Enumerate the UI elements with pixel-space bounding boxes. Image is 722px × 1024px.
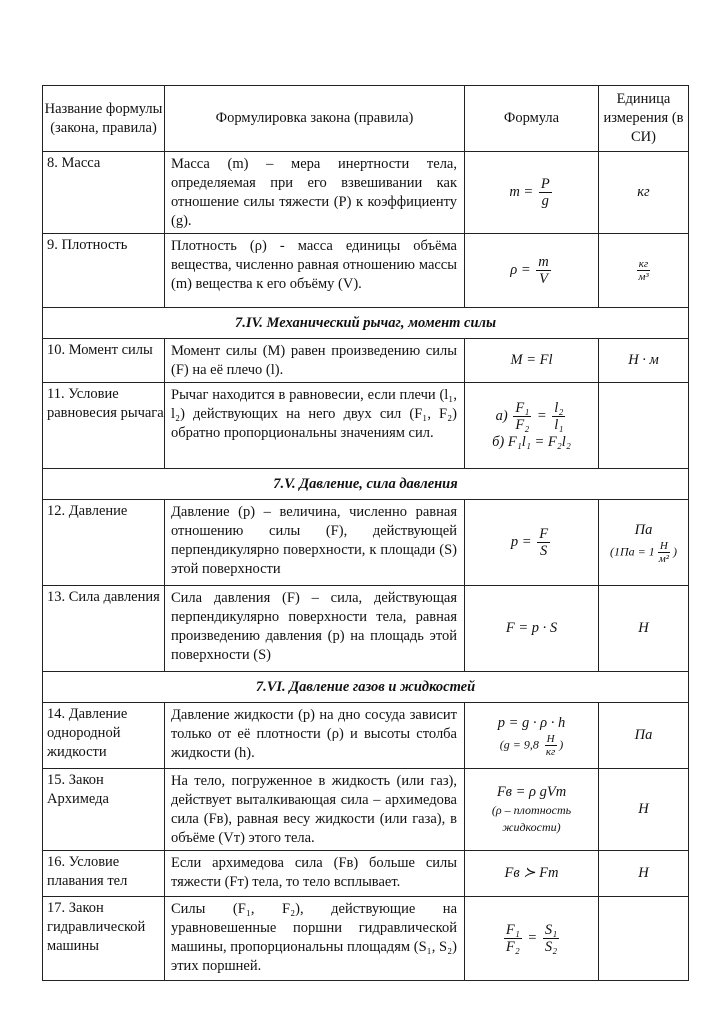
table-row (43, 152, 689, 234)
section-title: 7.VI. Давление газов и жидкостей (43, 672, 689, 703)
row-formula: Fв ≻ Fт (465, 851, 599, 897)
row-unit: кг (599, 152, 689, 234)
row-title: Условие равновесия рычага (47, 386, 164, 421)
row-title: Масса (61, 155, 101, 171)
formula-note: (ρ – плотность жидкости) (491, 803, 572, 834)
formula-fraction: $\frac{\text{F₁}}{\text{F₂}}$ (515, 399, 530, 433)
section-row (43, 469, 689, 500)
row-formula: p = $\frac{F}{S}$ (465, 500, 599, 586)
row-number: 12. (47, 503, 66, 519)
formula-fraction: $\frac{\text{S₁}}{\text{S₂}}$ (544, 922, 558, 955)
header-name: Название формулы (закона, правила) (43, 86, 165, 152)
row-title: Давление (68, 503, 128, 519)
row-name (43, 851, 165, 897)
row-title: Закон Архимеда (47, 772, 109, 807)
formula-b: б) F₁l₁ = F₂l₂ (492, 433, 571, 450)
row-unit: Н · м (599, 339, 689, 383)
row-name (43, 383, 165, 469)
row-number: 10. (47, 342, 66, 358)
row-number: 15. (47, 772, 66, 788)
row-formula: M = Fl (465, 339, 599, 383)
row-unit (599, 234, 689, 308)
row-law: На тело, погруженное в жидкость (или газ), действует выталкивающая сила – архимедова сила (Fв), равная весу жидкости (или газа), в объёме (Vт) этого тела. (165, 769, 465, 851)
table-row (43, 500, 689, 586)
section-title: 7.IV. Механический рычаг, момент силы (43, 308, 689, 339)
row-formula: а) $\frac{\text{F₁}}{\text{F₂}}$ = $\frac{\text{l₂}}{\text{l₁}}$ б) F₁l₁ = F₂l₂ (465, 383, 599, 469)
row-law: Плотность (ρ) - масса единицы объёма вещества, численно равная отношению массы (m) вещества к его объёму (V). (165, 234, 465, 308)
row-formula: $\frac{\text{F₁}}{\text{F₂}}$ = $\frac{\text{S₁}}{\text{S₂}}$ (465, 897, 599, 981)
header-unit: Единица измерения (в СИ) (599, 86, 689, 152)
row-title: Закон гидравлической машины (47, 900, 146, 954)
row-formula: m = $\frac{P}{g}$ (465, 152, 599, 234)
table-row (43, 383, 689, 469)
row-name (43, 500, 165, 586)
row-formula: Fв = ρ gVт (ρ – плотность жидкости) (465, 769, 599, 851)
row-number: 16. (47, 854, 66, 870)
table-row (43, 234, 689, 308)
table-row (43, 703, 689, 769)
section-row (43, 672, 689, 703)
row-unit: Па (1Па = 1 $\frac{Н}{\text{м²}}$ ) (599, 500, 689, 586)
formula-fraction: $\frac{P}{g}$ (540, 176, 550, 209)
row-name (43, 897, 165, 981)
row-law: Силы (F₁, F₂), действующие на уравновешенные поршни гидравлической машины, пропорциональны площадям (S₁, S₂) этих поршней. (165, 897, 465, 981)
row-unit: Н (599, 769, 689, 851)
row-law: Если архимедова сила (Fв) больше силы тяжести (Fт) тела, то тело всплывает. (165, 851, 465, 897)
unit-fraction: $\frac{кг}{\text{м³}}$ (638, 258, 649, 283)
row-formula: p = g · ρ · h (g = 9,8 $\frac{Н}{кг}$ ) (465, 703, 599, 769)
row-title: Момент силы (68, 342, 153, 358)
formula-fraction: $\frac{F}{S}$ (539, 526, 549, 559)
row-name (43, 586, 165, 672)
section-title: 7.V. Давление, сила давления (43, 469, 689, 500)
row-name (43, 769, 165, 851)
header-formula: Формула (465, 86, 599, 152)
row-law: Момент силы (M) равен произведению силы (F) на её плечо (l). (165, 339, 465, 383)
header-law: Формулировка закона (правила) (165, 86, 465, 152)
row-law: Давление (p) – величина, численно равная отношению силы (F), действующей перпендикулярно поверхности, к площади (S) этой поверхности (165, 500, 465, 586)
formula-table (42, 85, 689, 981)
table-row (43, 339, 689, 383)
row-unit (599, 897, 689, 981)
row-number: 13. (47, 589, 66, 605)
table-row (43, 586, 689, 672)
row-name (43, 339, 165, 383)
row-title: Плотность (61, 237, 128, 253)
header-row (43, 86, 689, 152)
row-number: 11. (47, 386, 65, 402)
formula-fraction: $\frac{\text{l₂}}{\text{l₁}}$ (554, 399, 564, 433)
row-law: Сила давления (F) – сила, действующая перпендикулярно поверхности тела, равная произведению давления (p) на площадь этой поверхности (S) (165, 586, 465, 672)
formula-fraction: $\frac{m}{V}$ (538, 254, 549, 287)
row-name (43, 152, 165, 234)
row-number: 17. (47, 900, 66, 916)
row-unit: Н (599, 851, 689, 897)
row-formula: F = p · S (465, 586, 599, 672)
formula-fraction: $\frac{\text{F₁}}{\text{F₂}}$ (505, 922, 520, 955)
table-row (43, 851, 689, 897)
row-law: Рычаг находится в равновесии, если плечи (l₁, l₂) действующих на него двух сил (F₁, F₂) обратно пропорциональны значениям сил. (165, 383, 465, 469)
row-number: 9. (47, 237, 58, 253)
row-title: Давление однородной жидкости (47, 706, 128, 760)
row-unit (599, 383, 689, 469)
row-number: 14. (47, 706, 66, 722)
row-title: Условие плавания тел (47, 854, 128, 889)
row-number: 8. (47, 155, 58, 171)
row-name (43, 703, 165, 769)
table-row (43, 769, 689, 851)
row-unit: Н (599, 586, 689, 672)
row-law: Масса (m) – мера инертности тела, определяемая при его взвешивании как отношение силы тяжести (P) к коэффициенту (g). (165, 152, 465, 234)
section-row (43, 308, 689, 339)
row-title: Сила давления (68, 589, 160, 605)
unit-note: (1Па = 1 $\frac{Н}{\text{м²}}$ ) (609, 539, 678, 565)
row-formula: ρ = $\frac{m}{V}$ (465, 234, 599, 308)
row-unit: Па (599, 703, 689, 769)
row-name (43, 234, 165, 308)
formula-note: (g = 9,8 $\frac{Н}{кг}$ ) (499, 732, 564, 758)
table-row (43, 897, 689, 981)
row-law: Давление жидкости (p) на дно сосуда зависит только от её плотности (ρ) и высоты столба жидкости (h). (165, 703, 465, 769)
